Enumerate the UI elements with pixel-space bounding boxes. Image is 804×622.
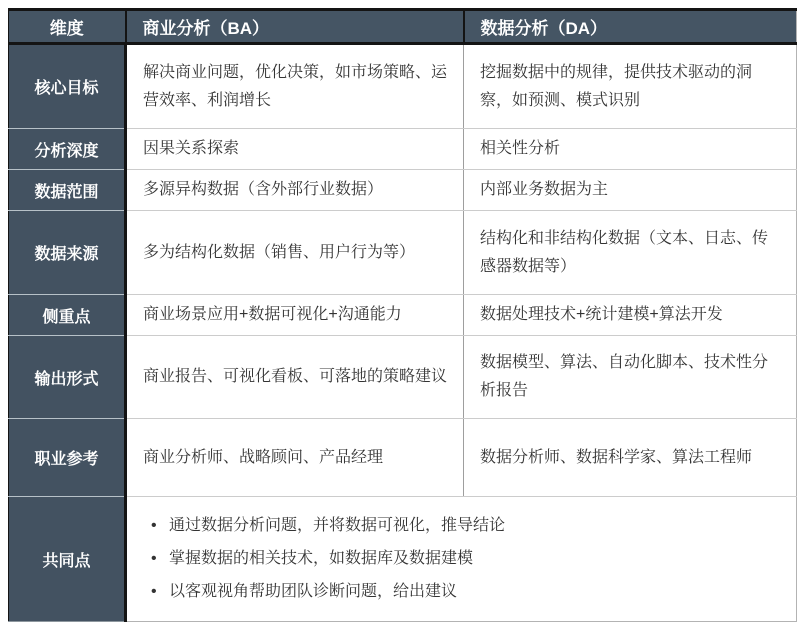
row-label: 共同点 [9, 497, 126, 622]
table-row-output-form [9, 336, 797, 419]
cell-ba: 多为结构化数据（销售、用户行为等） [126, 211, 464, 295]
ba-da-comparison-table [8, 8, 797, 622]
row-label: 核心目标 [9, 44, 126, 129]
table-row-core-goal [9, 44, 797, 129]
common-points-list [151, 512, 780, 606]
common-point-item: • 通过数据分析问题，并将数据可视化，推导结论 [151, 512, 780, 540]
header-row [9, 10, 797, 44]
common-point-item: • 以客观视角帮助团队诊断问题，给出建议 [151, 578, 780, 606]
table-row-focus [9, 295, 797, 336]
cell-da: 内部业务数据为主 [464, 170, 797, 211]
row-label: 侧重点 [9, 295, 126, 336]
table-row-career-reference [9, 419, 797, 497]
cell-da: 数据处理技术+统计建模+算法开发 [464, 295, 797, 336]
row-label: 分析深度 [9, 129, 126, 170]
cell-da: 数据模型、算法、自动化脚本、技术性分析报告 [464, 336, 797, 419]
cell-da: 数据分析师、数据科学家、算法工程师 [464, 419, 797, 497]
cell-da: 相关性分析 [464, 129, 797, 170]
header-dimension: 维度 [9, 10, 126, 44]
cell-ba: 多源异构数据（含外部行业数据） [126, 170, 464, 211]
cell-ba: 因果关系探索 [126, 129, 464, 170]
cell-ba: 商业报告、可视化看板、可落地的策略建议 [126, 336, 464, 419]
header-business-analysis: 商业分析（BA） [126, 10, 464, 44]
cell-ba: 商业场景应用+数据可视化+沟通能力 [126, 295, 464, 336]
table-row-data-source [9, 211, 797, 295]
table-row-analysis-depth [9, 129, 797, 170]
row-label: 职业参考 [9, 419, 126, 497]
cell-da: 挖掘数据中的规律，提供技术驱动的洞察，如预测、模式识别 [464, 44, 797, 129]
row-label: 数据来源 [9, 211, 126, 295]
cell-da: 结构化和非结构化数据（文本、日志、传感器数据等） [464, 211, 797, 295]
row-label: 输出形式 [9, 336, 126, 419]
header-data-analysis: 数据分析（DA） [464, 10, 797, 44]
table-row-data-scope [9, 170, 797, 211]
row-label: 数据范围 [9, 170, 126, 211]
cell-ba: 解决商业问题，优化决策，如市场策略、运营效率、利润增长 [126, 44, 464, 129]
common-point-item: • 掌握数据的相关技术，如数据库及数据建模 [151, 545, 780, 573]
cell-ba: 商业分析师、战略顾问、产品经理 [126, 419, 464, 497]
